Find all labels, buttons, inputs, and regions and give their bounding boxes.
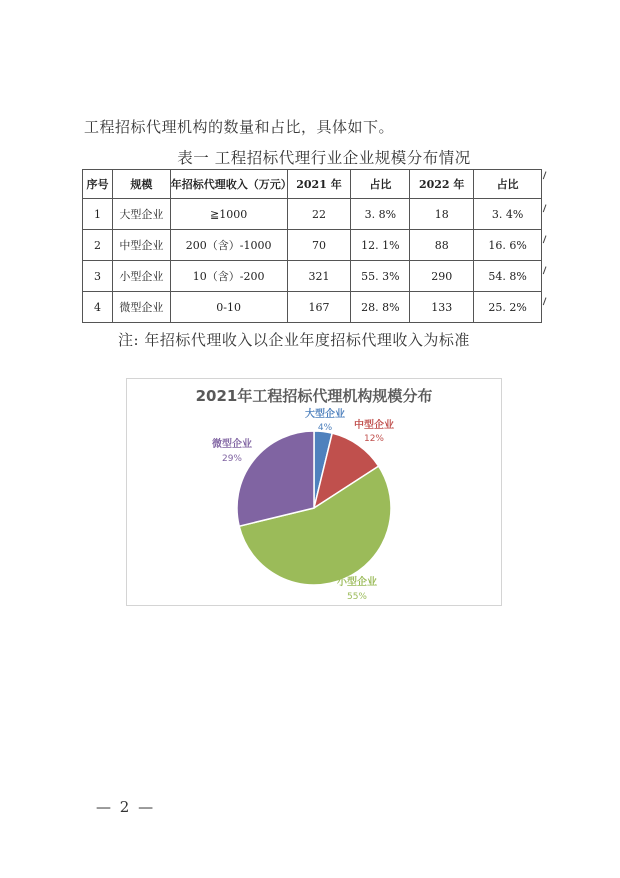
chart-title: 2021年工程招标代理机构规模分布 (195, 387, 433, 405)
table-row (83, 230, 542, 261)
slice-percent-label: 12% (363, 434, 385, 444)
cell-index: 2 (83, 230, 113, 261)
cell-share-2022: 3. 4% (474, 199, 542, 230)
cell-revenue: 0-10 (170, 292, 287, 323)
cell-scale: 大型企业 (112, 199, 170, 230)
slice-category-label: 大型企业 (305, 409, 345, 420)
cell-revenue: 200（含）-1000 (170, 230, 287, 261)
cell-2022: 290 (410, 261, 474, 292)
cell-index: 3 (83, 261, 113, 292)
header-scale: 规模 (112, 170, 170, 199)
table-row (83, 199, 542, 230)
slice-category-label: 微型企业 (212, 439, 252, 450)
enterprise-scale-table (82, 169, 542, 323)
header-2022: 2022 年 (410, 170, 474, 199)
pie-slices (237, 431, 391, 585)
table-title: 表一 工程招标代理行业企业规模分布情况 (177, 149, 471, 167)
pie-chart-frame (126, 378, 502, 606)
page-number: — 2 — (96, 798, 156, 816)
slice-percent-label: 55% (346, 592, 368, 602)
header-2021: 2021 年 (287, 170, 351, 199)
cell-revenue: 10（含）-200 (170, 261, 287, 292)
cell-share-2021: 3. 8% (351, 199, 410, 230)
cell-2022: 18 (410, 199, 474, 230)
table-row (83, 292, 542, 323)
header-revenue: 年招标代理收入（万元） (170, 170, 287, 199)
edit-mark (543, 204, 550, 213)
cell-2021: 70 (287, 230, 351, 261)
cell-share-2021: 12. 1% (351, 230, 410, 261)
cell-share-2022: 16. 6% (474, 230, 542, 261)
cell-2021: 321 (287, 261, 351, 292)
edit-mark (543, 266, 550, 275)
slice-category-label: 中型企业 (354, 420, 394, 431)
cell-share-2022: 25. 2% (474, 292, 542, 323)
cell-scale: 微型企业 (112, 292, 170, 323)
cell-index: 4 (83, 292, 113, 323)
edit-mark (543, 171, 550, 180)
header-share-2022: 占比 (474, 170, 542, 199)
cell-share-2021: 28. 8% (351, 292, 410, 323)
cell-share-2021: 55. 3% (351, 261, 410, 292)
intro-paragraph: 工程招标代理机构的数量和占比，具体如下。 (84, 118, 395, 136)
table-header-row (83, 170, 542, 199)
cell-2021: 22 (287, 199, 351, 230)
header-share-2021: 占比 (351, 170, 410, 199)
pie-chart (127, 379, 501, 605)
table-note: 注: 年招标代理收入以企业年度招标代理收入为标准 (118, 331, 470, 349)
cell-scale: 小型企业 (112, 261, 170, 292)
header-index: 序号 (83, 170, 113, 199)
cell-2022: 88 (410, 230, 474, 261)
edit-mark (543, 297, 550, 306)
table-row (83, 261, 542, 292)
cell-index: 1 (83, 199, 113, 230)
slice-category-label: 小型企业 (337, 577, 377, 588)
edit-mark (543, 235, 550, 244)
slice-percent-label: 4% (317, 423, 333, 433)
cell-2021: 167 (287, 292, 351, 323)
cell-revenue: ≧1000 (170, 199, 287, 230)
cell-2022: 133 (410, 292, 474, 323)
cell-share-2022: 54. 8% (474, 261, 542, 292)
slice-percent-label: 29% (221, 454, 243, 464)
cell-scale: 中型企业 (112, 230, 170, 261)
